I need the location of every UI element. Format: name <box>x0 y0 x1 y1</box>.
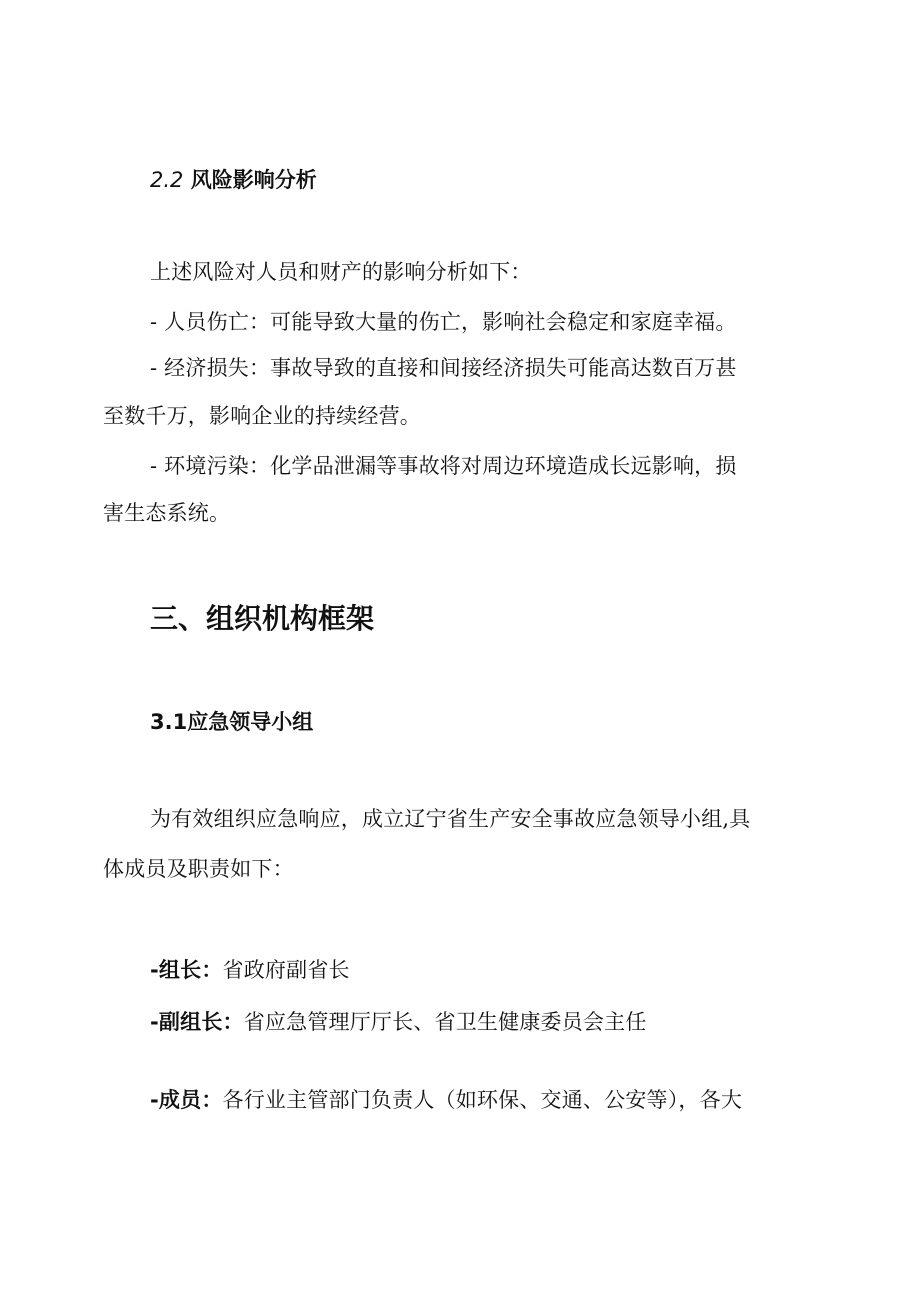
impact-item-environment-line1: - 环境污染：化学品泄漏等事故将对周边环境造成长远影响，损 <box>150 454 737 478</box>
section-number: 2.2 <box>150 168 184 192</box>
member-members <box>150 1090 742 1111</box>
member-leader <box>150 960 350 981</box>
member-value: 省应急管理厅厅长、省卫生健康委员会主任 <box>243 1010 647 1034</box>
member-label: -副组长： <box>150 1010 244 1034</box>
member-deputy-leader <box>150 1012 647 1033</box>
section-3-1-heading: 3.1应急领导小组 <box>150 710 314 734</box>
impact-intro: 上述风险对人员和财产的影响分析如下： <box>150 260 532 284</box>
section-2-2-heading <box>150 170 317 191</box>
impact-item-environment-line2: 害生态系统。 <box>103 501 231 525</box>
section-title: 风险影响分析 <box>190 168 317 192</box>
member-value: 省政府副省长 <box>222 958 350 982</box>
leadership-intro-line2: 体成员及职责如下： <box>103 857 294 881</box>
leadership-intro-line1: 为有效组织应急响应，成立辽宁省生产安全事故应急领导小组,具 <box>150 807 751 831</box>
member-label: -组长： <box>150 958 223 982</box>
member-label: -成员： <box>150 1088 223 1112</box>
impact-item-economic-line1: - 经济损失：事故导致的直接和间接经济损失可能高达数百万甚 <box>150 356 737 380</box>
impact-item-casualties: - 人员伤亡：可能导致大量的伤亡，影响社会稳定和家庭幸福。 <box>150 310 737 334</box>
section-3-heading: 三、组织机构框架 <box>150 602 375 635</box>
member-value: 各行业主管部门负责人（如环保、交通、公安等），各大 <box>222 1088 743 1112</box>
impact-item-economic-line2: 至数千万，影响企业的持续经营。 <box>103 404 421 428</box>
